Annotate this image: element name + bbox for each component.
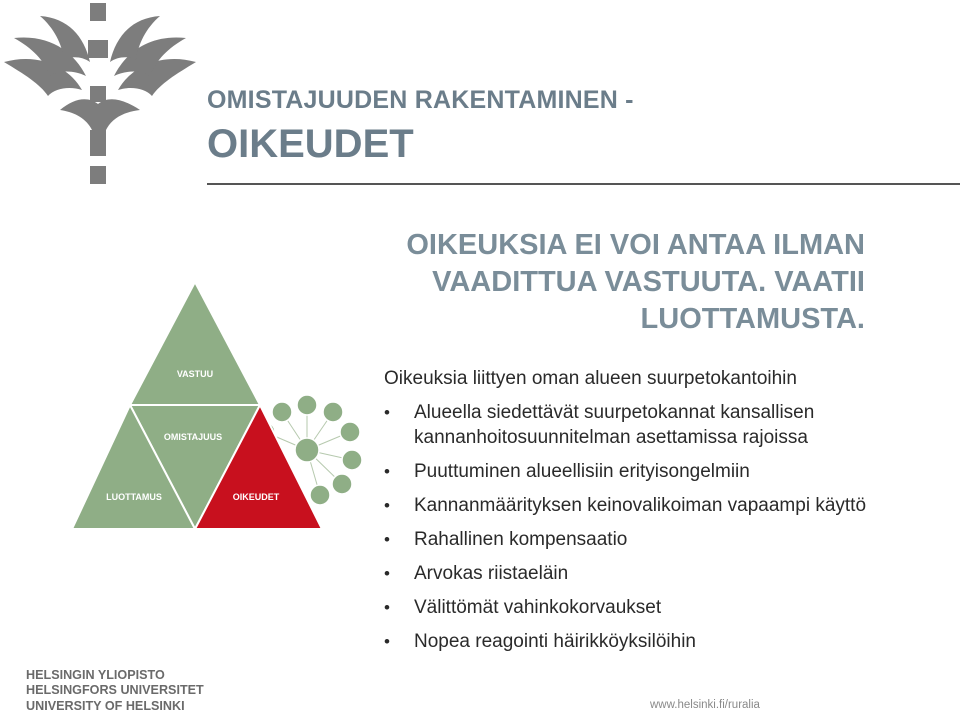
- university-name: [26, 668, 204, 714]
- subtitle-line: OIKEUKSIA EI VOI ANTAA ILMAN: [406, 229, 865, 261]
- pyramid-label-omistajuus: OMISTAJUUS: [163, 432, 223, 442]
- diagram-bubble: [323, 402, 343, 422]
- university-flame-logo: [0, 0, 200, 190]
- bullet-item: • Välittömät vahinkokorvaukset: [384, 595, 944, 620]
- diagram-bubble: [342, 450, 362, 470]
- diagram-bubble: [272, 402, 292, 422]
- university-name-sv: HELSINGFORS UNIVERSITET: [26, 683, 204, 698]
- university-name-en: UNIVERSITY OF HELSINKI: [26, 698, 185, 713]
- ownership-pyramid-diagram: [70, 282, 380, 532]
- bullet-item: • Rahallinen kompensaatio: [384, 527, 944, 552]
- page-title-emphasis: OIKEUDET: [207, 122, 414, 166]
- bullet-item: • Alueella siedettävät suurpetokannat kansallisen kannanhoitosuunnitelman asettamissa rajoissa: [384, 400, 944, 450]
- footer-url[interactable]: www.helsinki.fi/ruralia: [650, 699, 760, 711]
- pyramid-label-luottamus: LUOTTAMUS: [106, 492, 162, 502]
- bullet-item: • Nopea reagointi häirikköyksilöihin: [384, 629, 944, 654]
- lead-text: Oikeuksia liittyen oman alueen suurpetokantoihin: [384, 368, 797, 389]
- pyramid-label-vastuu: VASTUU: [176, 369, 214, 379]
- diagram-bubble: [332, 474, 352, 494]
- page-title: OMISTAJUUDEN RAKENTAMINEN -: [207, 86, 634, 114]
- subtitle: [365, 227, 865, 338]
- bullet-item: • Kannanmäärityksen keinovalikoiman vapaampi käyttö: [384, 493, 944, 518]
- diagram-bubble: [297, 395, 317, 415]
- bullet-item: • Puuttuminen alueellisiin erityisongelmiin: [384, 459, 944, 484]
- subtitle-line: VAADITTUA VASTUUTA. VAATII: [432, 266, 865, 298]
- diagram-hub-bubble: [295, 438, 319, 462]
- content-area: [384, 366, 944, 663]
- bullet-list: [384, 400, 944, 654]
- subtitle-line: LUOTTAMUSTA.: [640, 303, 865, 335]
- diagram-bubble: [310, 485, 330, 505]
- bullet-item: • Arvokas riistaeläin: [384, 561, 944, 586]
- diagram-bubble: [340, 422, 360, 442]
- university-name-fi: HELSINGIN YLIOPISTO: [26, 668, 165, 682]
- pyramid-top-triangle: [130, 282, 260, 405]
- title-divider: [207, 183, 960, 185]
- pyramid-label-oikeudet: OIKEUDET: [232, 492, 280, 502]
